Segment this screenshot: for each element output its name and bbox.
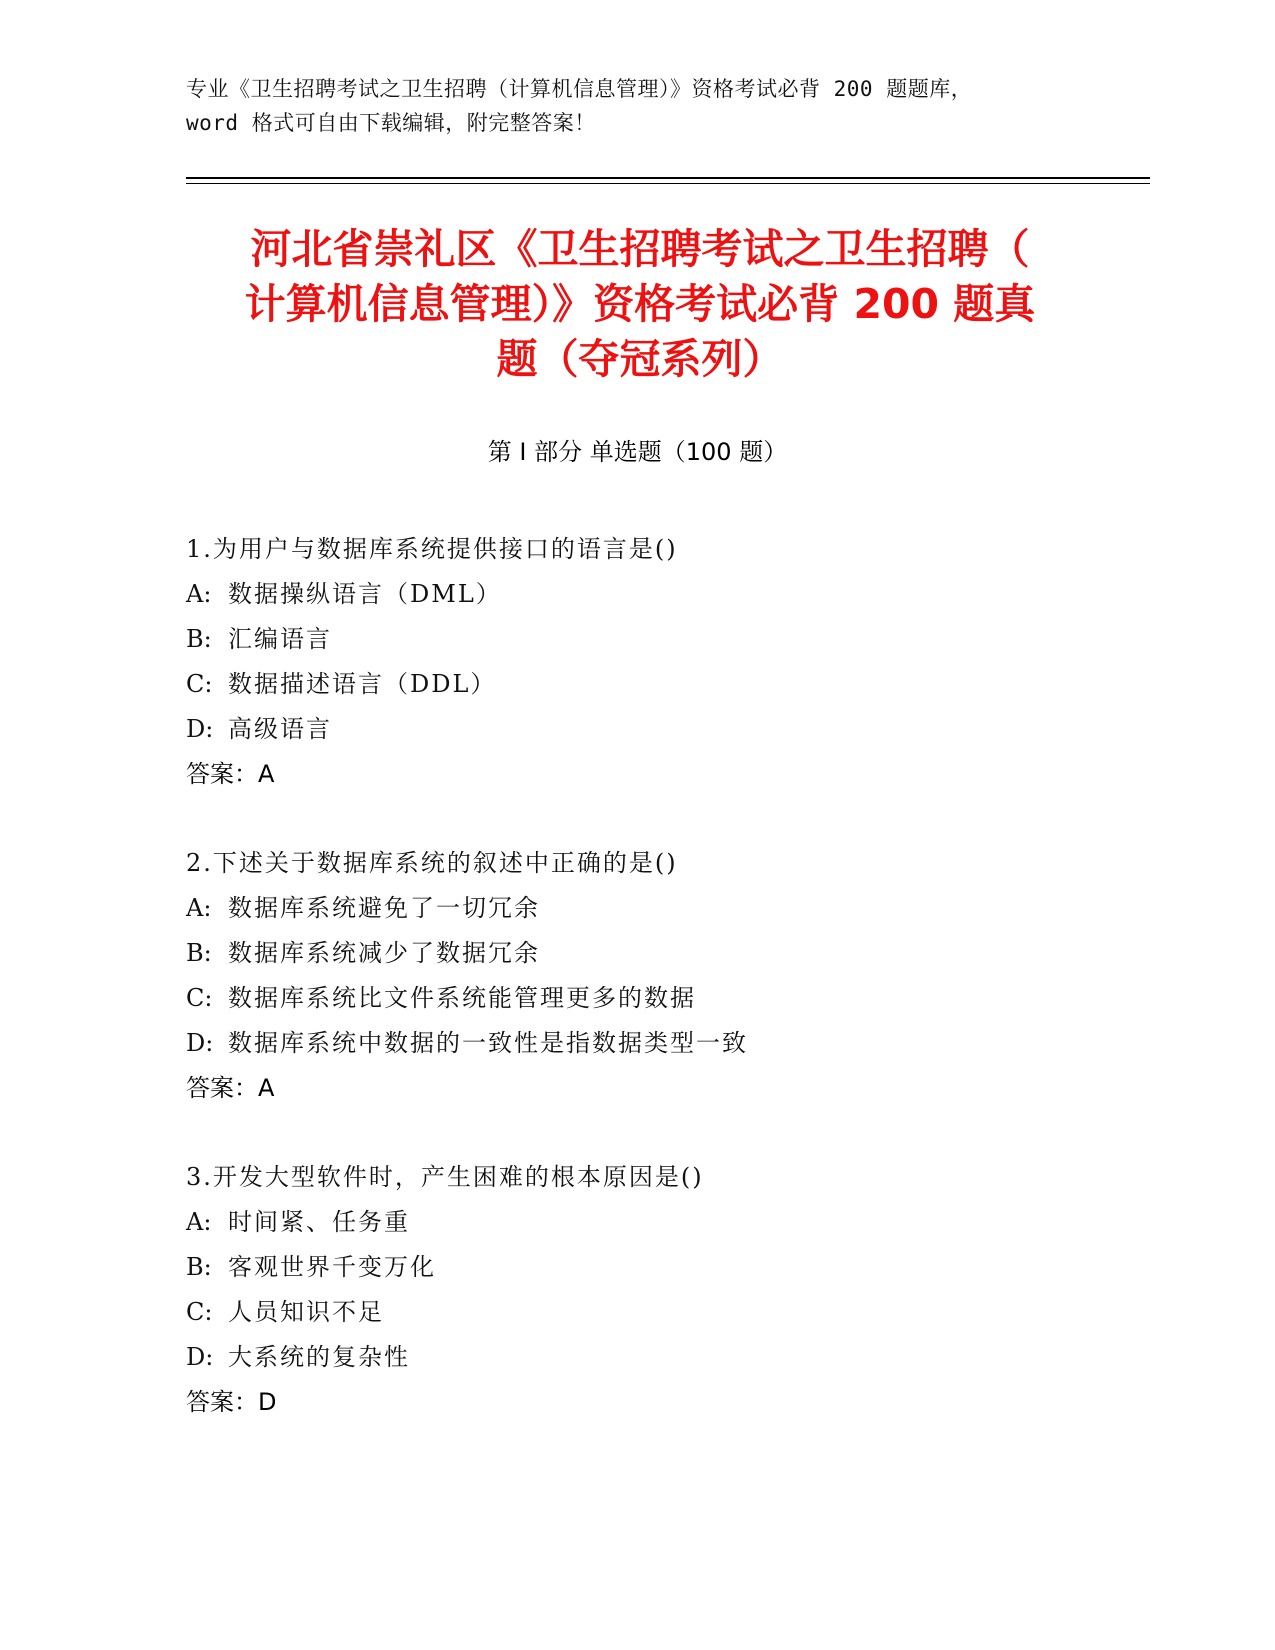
option-letter: B: xyxy=(186,1253,212,1281)
question-stem: 2.下述关于数据库系统的叙述中正确的是() xyxy=(186,849,678,877)
option-text: 人员知识不足 xyxy=(228,1298,384,1326)
option-letter: C: xyxy=(186,670,213,698)
header-note-line-2: word 格式可自由下载编辑，附完整答案！ xyxy=(186,111,596,135)
document-title xyxy=(160,222,1120,387)
option-text: 客观世界千变万化 xyxy=(228,1253,436,1281)
option-d xyxy=(186,707,1146,752)
option-b xyxy=(186,931,1146,976)
option-a xyxy=(186,886,1146,931)
option-b xyxy=(186,617,1146,662)
option-letter: D: xyxy=(186,1029,214,1057)
option-letter: D: xyxy=(186,715,214,743)
option-letter: A: xyxy=(186,1208,212,1236)
answer-line: 答案：A xyxy=(186,760,275,788)
option-c xyxy=(186,976,1146,1021)
question-stem: 1.为用户与数据库系统提供接口的语言是() xyxy=(186,535,678,563)
option-a xyxy=(186,1200,1146,1245)
option-text: 数据库系统中数据的一致性是指数据类型一致 xyxy=(228,1029,748,1057)
question-item xyxy=(186,527,1146,797)
header-divider-thin xyxy=(186,183,1150,184)
option-letter: C: xyxy=(186,1298,213,1326)
document-title-line-2: 计算机信息管理）》资格考试必背 200 题真 xyxy=(244,280,1036,328)
answer-line: 答案：D xyxy=(186,1388,277,1416)
option-text: 数据描述语言（DDL） xyxy=(228,670,497,698)
question-stem: 3.开发大型软件时，产生困难的根本原因是() xyxy=(186,1163,704,1191)
option-letter: A: xyxy=(186,894,212,922)
question-item xyxy=(186,841,1146,1111)
question-list xyxy=(186,527,1146,1469)
option-letter: D: xyxy=(186,1343,214,1371)
option-d xyxy=(186,1021,1146,1066)
option-letter: A: xyxy=(186,580,212,608)
option-text: 数据库系统比文件系统能管理更多的数据 xyxy=(228,984,696,1012)
header-divider-thick xyxy=(186,177,1150,179)
option-text: 汇编语言 xyxy=(228,625,332,653)
header-note-line-1: 专业《卫生招聘考试之卫生招聘（计算机信息管理）》资格考试必背 200 题题库， xyxy=(186,77,973,101)
option-letter: B: xyxy=(186,939,212,967)
option-text: 数据库系统减少了数据冗余 xyxy=(228,939,540,967)
header-note xyxy=(186,72,1086,140)
option-b xyxy=(186,1245,1146,1290)
option-c xyxy=(186,1290,1146,1335)
option-a xyxy=(186,572,1146,617)
option-text: 时间紧、任务重 xyxy=(228,1208,410,1236)
option-c xyxy=(186,662,1146,707)
document-title-line-1: 河北省崇礼区《卫生招聘考试之卫生招聘（ xyxy=(250,225,1030,273)
option-text: 大系统的复杂性 xyxy=(228,1343,410,1371)
option-text: 数据库系统避免了一切冗余 xyxy=(228,894,540,922)
option-letter: B: xyxy=(186,625,212,653)
option-text: 高级语言 xyxy=(228,715,332,743)
question-item xyxy=(186,1155,1146,1425)
answer-line: 答案：A xyxy=(186,1074,275,1102)
option-d xyxy=(186,1335,1146,1380)
section-title: 第 I 部分 单选题（100 题） xyxy=(487,438,788,466)
document-title-line-3: 题（夺冠系列） xyxy=(496,335,784,383)
option-text: 数据操纵语言（DML） xyxy=(228,580,502,608)
option-letter: C: xyxy=(186,984,213,1012)
